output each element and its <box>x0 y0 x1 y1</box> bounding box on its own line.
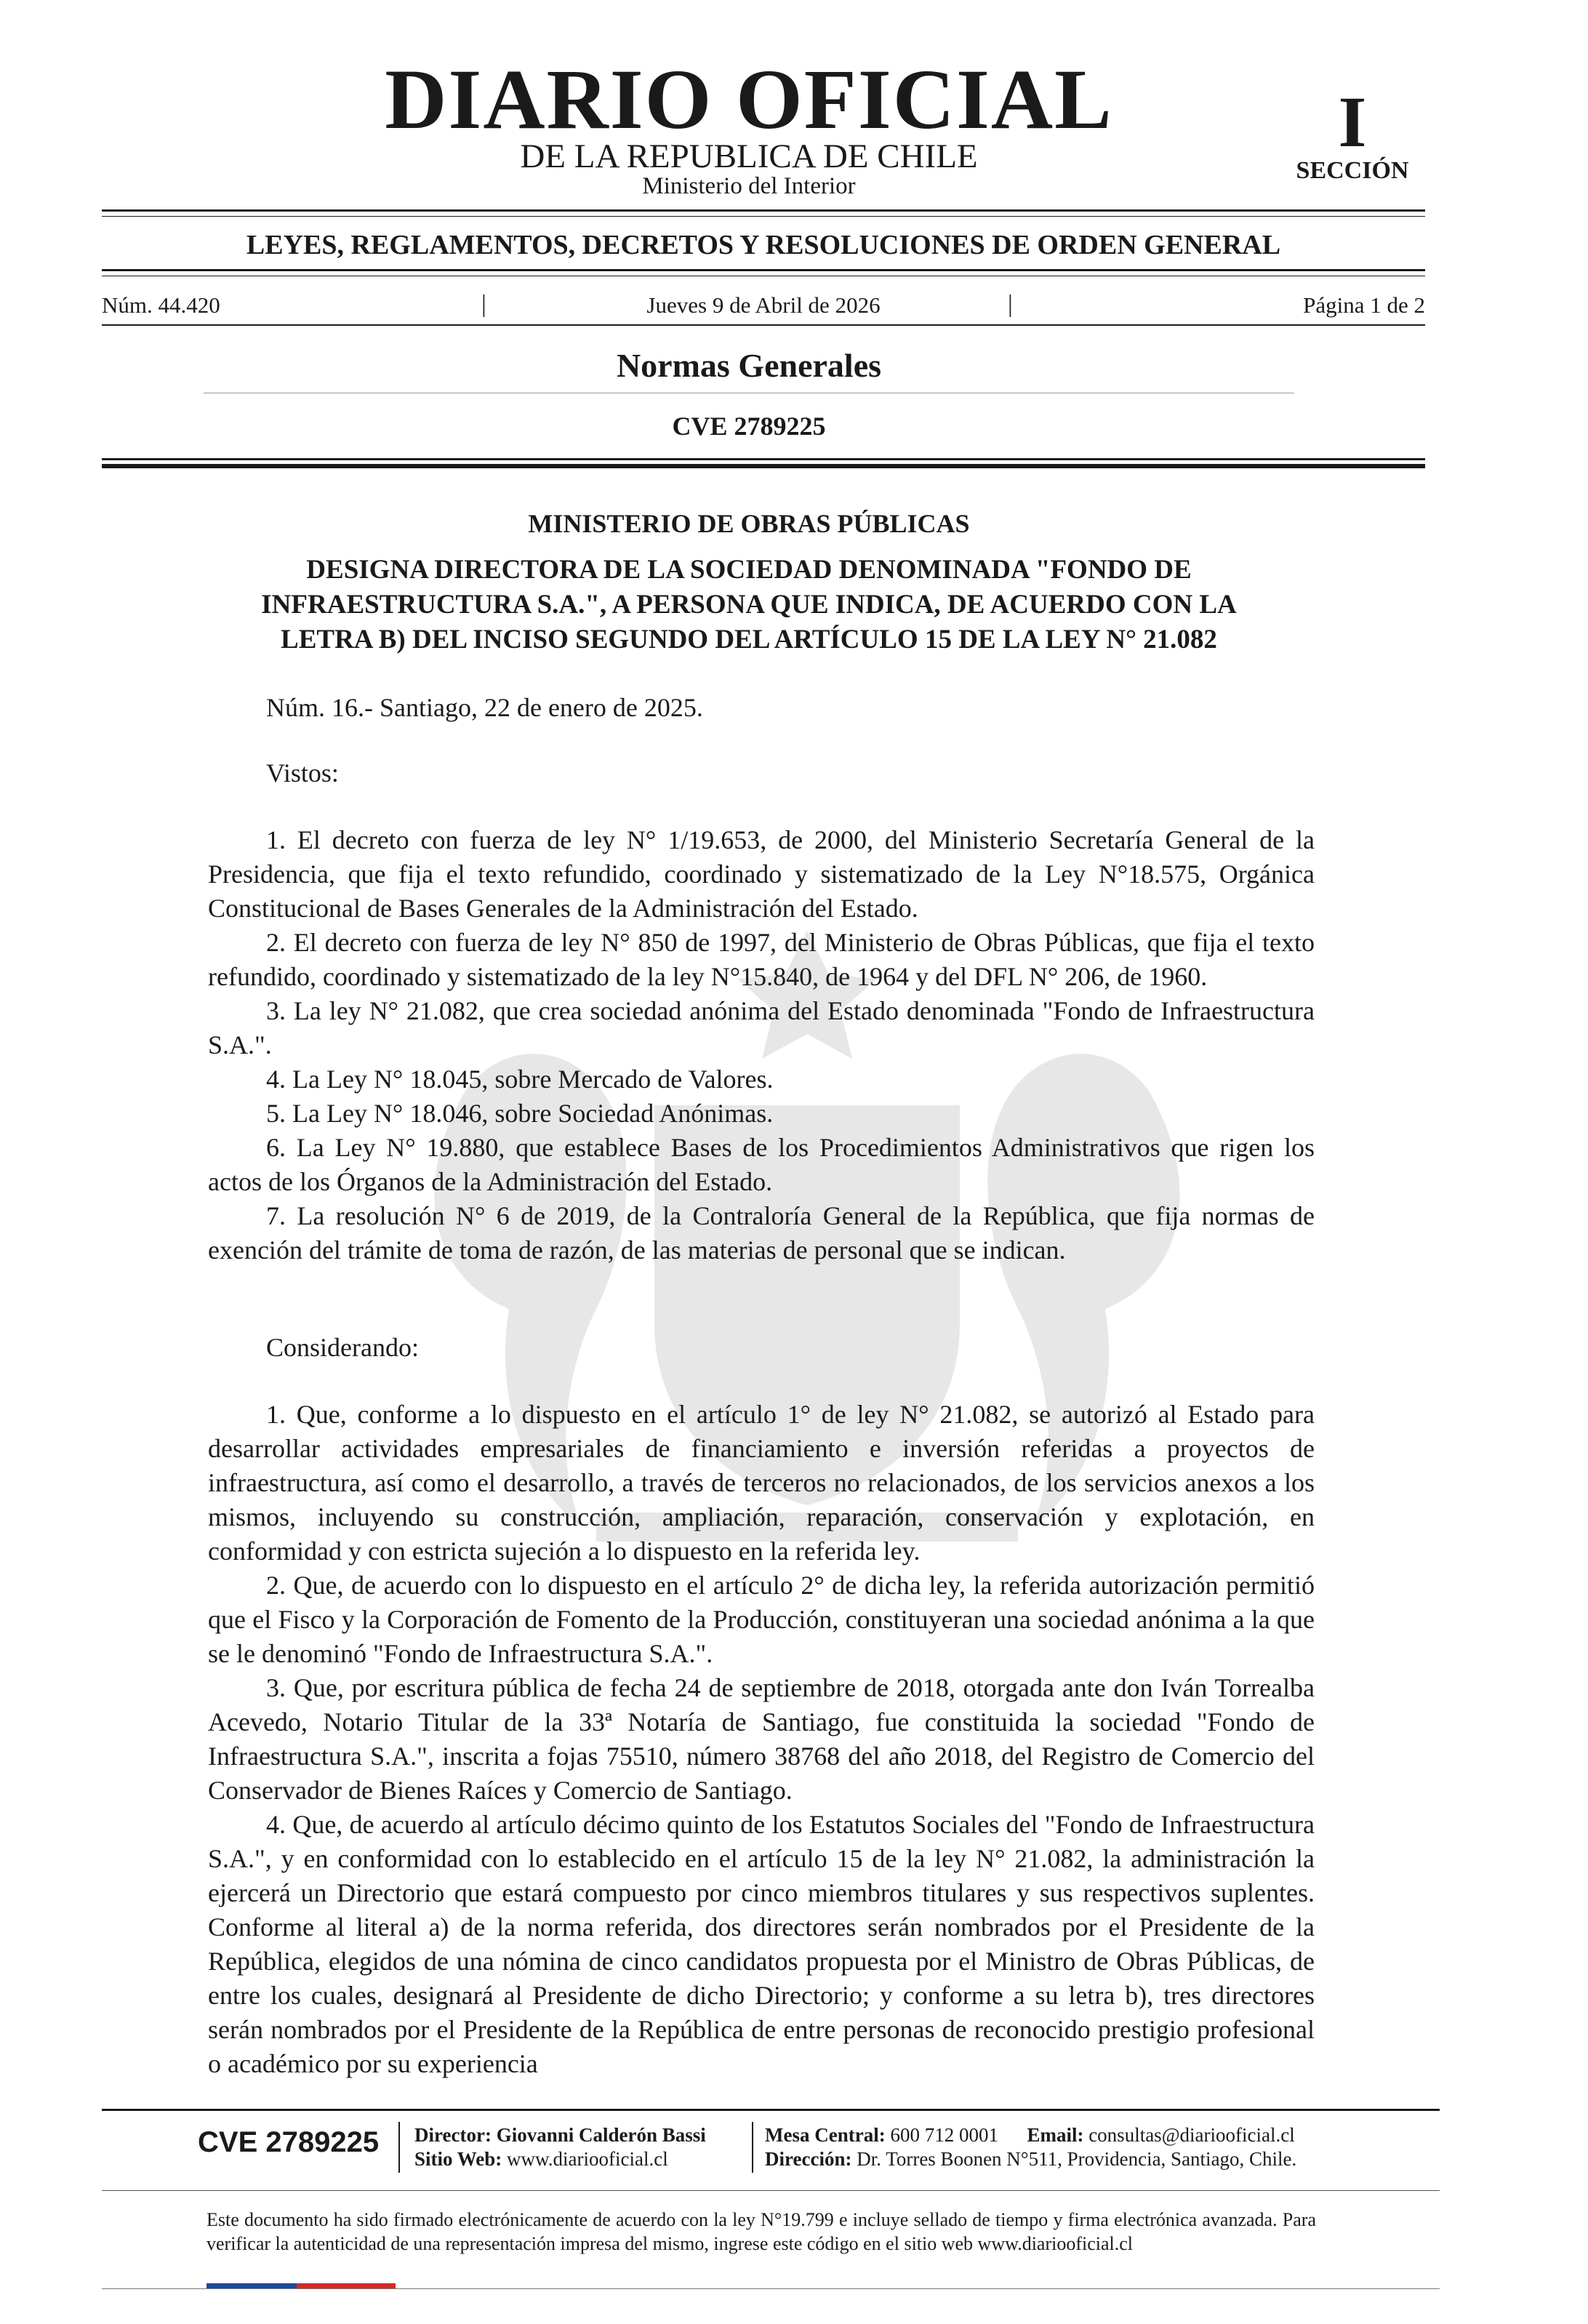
decree-ministry: MINISTERIO DE OBRAS PÚBLICAS <box>528 509 970 538</box>
footer-address-label: Dirección: <box>765 2148 852 2170</box>
bottom-rule <box>102 2288 1440 2289</box>
footer-cve: CVE 2789225 <box>198 2126 380 2158</box>
considerando-item: 3. Que, por escritura pública de fecha 24 de septiembre de 2018, otorgada ante don Iván Torrealba Acevedo, Notario Titular de la 33ª Notaría de Santiago, fue constituida la sociedad "Fondo de Infraestructura S.A.", inscrita a fojas 75510, número 38768 del año 2018, del Registro de Comercio del Conservador de Bienes Raíces y Comercio de Santiago. <box>208 1673 1315 1805</box>
considerando-item: 4. Que, de acuerdo al artículo décimo quinto de los Estatutos Sociales del "Fondo de Infraestructura S.A.", y en conformidad con lo establecido en el artículo 15 de la ley N° 21.082, la administración la ejercerá un Directorio que estará compuesto por cinco miembros titulares y sus respectivos suplentes. Conforme al literal a) de la norma referida, dos directores serán nombrados por el Presidente de la República, elegidos de una nómina de cinco candidatos propuesta por el Ministro de Obras Públicas, de entre los cuales, designará al Presidente de dicho Directorio; y conforme a su letra b), tres directores serán nombrados por el Presidente de la República de entre personas de reconocido prestigio profesional o académico por su experiencia <box>208 1810 1315 2078</box>
footer-director-block <box>414 2123 706 2171</box>
footer-director-line <box>414 2123 706 2147</box>
footer-phone-label: Mesa Central: <box>765 2124 886 2146</box>
issue-separator: | <box>481 291 486 318</box>
decree-number-date-text: Núm. 16.- Santiago, 22 de enero de 2025. <box>266 693 703 722</box>
footer-web-link[interactable]: www.diariooficial.cl <box>507 2148 668 2170</box>
issue-separator: | <box>1008 291 1013 318</box>
footer-web-label: Sitio Web: <box>414 2148 502 2170</box>
vistos-item: 1. El decreto con fuerza de ley N° 1/19.653, de 2000, del Ministerio Secretaría General de la Presidencia, que fija el texto refundido, coordinado y sistematizado de la Ley N°18.575, Orgánica Constitucional de Bases Generales de la Administración del Estado. <box>208 825 1315 923</box>
decree-title: DESIGNA DIRECTORA DE LA SOCIEDAD DENOMINADA "FONDO DE INFRAESTRUCTURA S.A.", A PERSONA QUE INDICA, DE ACUERDO CON LA LETRA B) DEL INCISO SEGUNDO DEL ARTÍCULO 15 DE LA LEY N° 21.082 <box>261 555 1237 654</box>
footer-rule <box>102 2109 1440 2111</box>
considerando-heading-text: Considerando: <box>266 1333 419 1362</box>
decree-number-date <box>208 691 1315 725</box>
vistos-item: 3. La ley N° 21.082, que crea sociedad anónima del Estado denominada "Fondo de Infraestructura S.A.". <box>208 996 1315 1059</box>
vistos-item: 2. El decreto con fuerza de ley N° 850 de 1997, del Ministerio de Obras Públicas, que fija el texto refundido, coordinado y sistematizado de la ley N°15.840, de 1964 y del DFL N° 206, de 1960. <box>208 928 1315 991</box>
footer-director-label: Director: <box>414 2124 492 2146</box>
footer-divider <box>752 2122 753 2173</box>
footer-phone-value: 600 712 0001 <box>890 2124 998 2146</box>
cve-rule <box>102 458 1425 460</box>
footer-address-line <box>765 2147 1296 2171</box>
footer-divider <box>398 2122 400 2173</box>
vistos-item: 4. La Ley N° 18.045, sobre Mercado de Valores. <box>266 1065 774 1094</box>
vistos-item: 7. La resolución N° 6 de 2019, de la Contraloría General de la República, que fija normas de exención del trámite de toma de razón, de las materias de personal que se indican. <box>208 1201 1315 1265</box>
banner-rule <box>102 269 1425 271</box>
footer-note-rule <box>102 2190 1440 2191</box>
masthead-ministry: Ministerio del Interior <box>642 173 856 199</box>
cve-code: CVE 2789225 <box>672 412 826 441</box>
vistos-item: 6. La Ley N° 19.880, que establece Bases de los Procedimientos Administrativos que rigen los actos de los Órganos de la Administración del Estado. <box>208 1133 1315 1196</box>
footer-contact-line <box>765 2123 1296 2147</box>
header-rule-top <box>102 209 1425 212</box>
footer-director-name: Giovanni Calderón Bassi <box>496 2124 706 2146</box>
considerando-item: 2. Que, de acuerdo con lo dispuesto en el artículo 2° de dicha ley, la referida autorización permitió que el Fisco y la Corporación de Fomento de la Producción, constituyeran una sociedad anónima a la que se le denominó "Fondo de Infraestructura S.A.". <box>208 1571 1315 1668</box>
section-label: SECCIÓN <box>1296 157 1409 184</box>
footer-address-value: Dr. Torres Boonen N°511, Providencia, Santiago, Chile. <box>857 2148 1297 2170</box>
masthead-subtitle: DE LA REPUBLICA DE CHILE <box>520 137 978 175</box>
considerando-list <box>208 1398 1315 2081</box>
header-rule-top-thin <box>102 216 1425 217</box>
vistos-heading <box>208 756 1315 790</box>
issue-date: Jueves 9 de Abril de 2026 <box>646 292 881 318</box>
footer-web-line <box>414 2147 706 2171</box>
footer-email-link[interactable]: consultas@diariooficial.cl <box>1088 2124 1295 2146</box>
cve-rule-thick <box>102 464 1425 468</box>
considerando-heading <box>208 1331 1315 1365</box>
section-number: I <box>1338 81 1367 162</box>
vistos-list <box>208 823 1315 1267</box>
vistos-item: 5. La Ley N° 18.046, sobre Sociedad Anónimas. <box>266 1099 774 1128</box>
issue-page: Página 1 de 2 <box>1303 292 1425 318</box>
banner: LEYES, REGLAMENTOS, DECRETOS Y RESOLUCIONES DE ORDEN GENERAL <box>246 230 1281 260</box>
footer-contact-block <box>765 2123 1296 2171</box>
footer-email-label: Email: <box>1027 2124 1084 2146</box>
considerando-item: 1. Que, conforme a lo dispuesto en el artículo 1° de ley N° 21.082, se autorizó al Estado para desarrollar actividades empresariales de financiamiento e inversión referidas a proyectos de infraestructura, así como el desarrollo, a través de terceros no relacionados, de los servicios anexos a los mismos, incluyendo su construcción, ampliación, reparación, conservación y explotación, en conformidad y con estricta sujeción a lo dispuesto en la referida ley. <box>208 1400 1315 1566</box>
footer-signature-note: Este documento ha sido firmado electrónicamente de acuerdo con la ley N°19.799 e incluye sellado de tiempo y firma electrónica avanzada. Para verificar la autenticidad de una representación impresa del mismo, ingrese este código en el sitio web www.diariooficial.cl <box>206 2209 1316 2254</box>
masthead-title: DIARIO OFICIAL <box>385 52 1113 147</box>
vistos-heading-text: Vistos: <box>266 758 339 788</box>
section-title: Normas Generales <box>616 347 882 384</box>
issue-rule <box>102 324 1425 326</box>
issue-number: Núm. 44.420 <box>102 292 220 318</box>
